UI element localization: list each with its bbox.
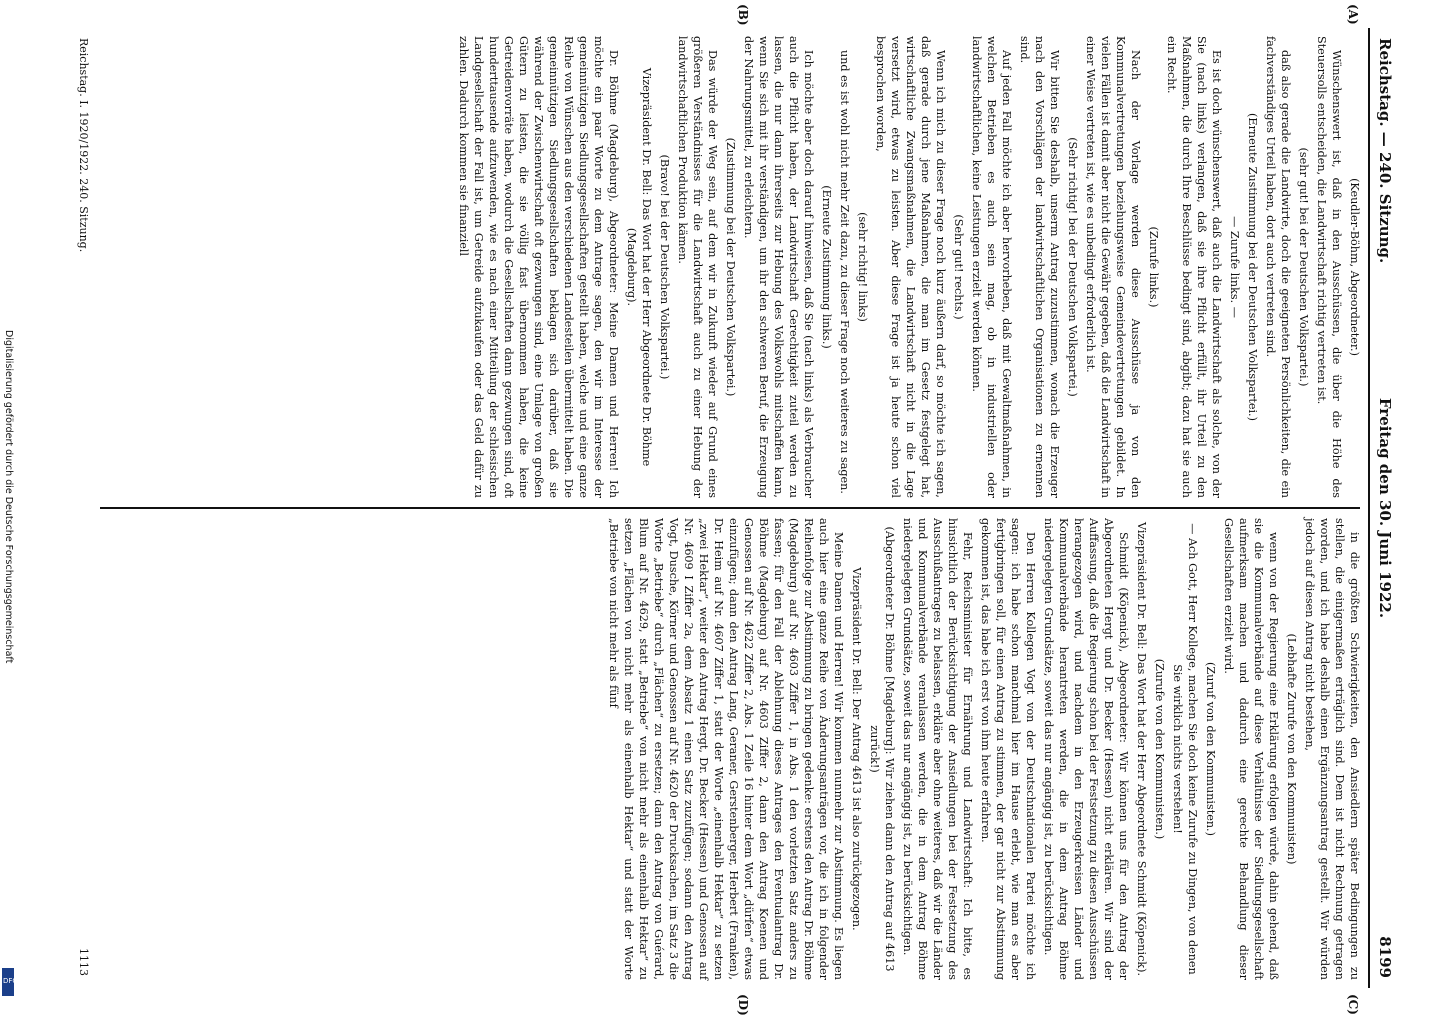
paragraph: Wenn ich mich zu dieser Frage noch kurz äußern darf, so möchte ich sagen, daß gerade durch jene Maßnahmen, die man im Gesetz festgelegt hat, wirtschaftliche Zwangsmaßnahmen, die Landwirtschaft nicht in die Lage versetzt wird, etwas zu leisten. Aber diese Frage ist ja heute schon viel besprochen worden, — [874, 36, 947, 498]
paragraph: Das würde der Weg sein, auf dem wir in Zukunft wieder auf Grund eines größeren Verständnisses für die Landwirtschaft auch zu einer Hebung der landwirtschaftlichen Produktion kämen. — [676, 36, 719, 498]
paragraph: Wünschenswert ist, daß in den Ausschüssen, die über die Höhe des Steuersolls entscheiden, die Landwirtschaft richtig vertreten ist. — [1315, 36, 1343, 498]
left-column — [453, 36, 1362, 498]
right-column — [603, 518, 1362, 980]
paragraph: (Zurufe von den Kommunisten.) — [1153, 658, 1166, 840]
paragraph: (sehr richtig! links) — [856, 212, 869, 322]
paragraph: Vizepräsident Dr. Bell: Das Wort hat der Herr Abgeordnete Schmidt (Köpenick). — [1135, 521, 1148, 977]
page-number: 8199 — [1376, 936, 1394, 978]
paragraph: Fehr, Reichsminister für Ernährung und Landwirtschaft: Ich bitte, es hinsichtlich der Berücksichtigung der Ansiedlungen bei der Festsetzung des Ausschußantrages zu belassen, erkläre aber ohne weiteres, daß wir die Länder und Kommunalverbände veranlassen werden, die in dem Antrag Böhme niedergelegten Grundsätze, soweit das nur angängig ist, zu berücksichtigen. — [901, 518, 974, 980]
paragraph: Es ist doch wünschenswert, daß auch die Landwirtschaft als solche, von der Sie (nach links) verlangen, daß sie ihre Pflicht erfüllt, ihr Urteil zu den Maßnahmen, die durch Ihre Beschlüsse bedingt sind, abgibt; dazu hat sie auch ein Recht. — [1165, 36, 1223, 498]
footer-left: Reichstag. I. 1920/1922. 240. Sitzung. — [77, 38, 90, 253]
paragraph: Schmidt (Köpenick), Abgeordneter: Wir können uns für den Antrag der Abgeordneten Hergt und Dr. Becker (Hessen) nicht erklären. Wir sind der Auffassung, daß die Regierung schon bei der Festsetzung zu diesen Ausschüssen herangezogen wird, und nachdem in den Erzeugerkreisen Länder und Kommunalverbände herantreten werden, die in dem Antrag Böhme niedergelegten Grundsätze, soweit das nur angängig ist, zu berücksichtigen. — [1042, 518, 1130, 980]
paragraph: — Ach Gott, Herr Kollege, machen Sie doch keine Zurufe zu Dingen, von denen Sie wirklich nichts verstehen! — [1171, 523, 1199, 975]
dfg-logo: DFG — [2, 968, 14, 996]
paragraph: Meine Damen und Herren! Wir kommen nunmehr zur Abstimmung. Es liegen auch hier eine ganze Reihe von Änderungsanträgen vor, die ich in folgender Reihenfolge zur Abstimmung zu bringen gedenke: erstens den Antrag Dr. Böhme (Magdeburg) auf Nr. 4603 Ziffer 1, in Abs. 1 den vorletzten Satz anders zu fassen; für den Fall der Ablehnung dieses Antrages den Eventualantrag Dr. Böhme (Magdeburg) auf Nr. 4603 Ziffer 2, dann den Antrag Koenen und Genossen auf Nr. 4622 Ziffer 2, Abs. 1 Zeile 16 hinter dem Wort „dürfen“ etwas einzufügen; dann den Antrag Lang, Geraner, Gerstenberger, Herbert (Franken), Dr. Heim auf Nr. 4607 Ziffer 1, statt der Worte „einenhalb Hektar“ zu setzen „zwei Hektar“, weiter den Antrag Hergt, Dr. Becker (Hessen) und Genossen auf Nr. 4609 I Ziffer 2a, dem Absatz 1 einen Satz zuzufügen; sodann den Antrag Vogt, Dusche, Körner und Genossen auf Nr. 4620 der Drucksachen, im Satz 3 die Worte „Betriebe“ durch „Flächen“ zu ersetzen; dann den Antrag von Guérard, Blum auf Nr. 4629, statt „Betriebe“ von nicht mehr als einenhalb Hektar“ zu setzen „Flächen von nicht mehr als einenhalb Hektar“ und statt der Worte „Betriebe von nicht mehr als fünf — [607, 518, 845, 980]
paragraph: Dr. Böhme (Magdeburg), Abgeordneter: Meine Damen und Herren! Ich möchte ein paar Worte zu dem Antrage sagen, den wir im Interesse der gemeinnützigen Siedlungsgesellschaften gestellt haben, welche und eine ganze Reihe von Wünschen aus den verschiedenen Landesteilen übermittelt haben. Die gemeinnützigen Siedlungsgesellschaften beklagen sich darüber, daß sie während der Zwischenwirtschaft oft gezwungen sind, eine Umlage von großen Gütern zu leisten, die sie völlig fast übernommen haben, die keine Getreidenvorräte haben, wodurch die Gesellschaften dann gezwungen sind, oft hunderttausende aufzuwenden, wie es nach einer Mitteilung der schlesischen Landgesellschaft der Fall ist, um Getreide aufzukaufen oder das Geld dafür zu zahlen. Dadurch kommen sie finanziell — [457, 36, 620, 498]
margin-mark-c: (C) — [1346, 994, 1360, 1015]
header-left: Reichstag. — 240. Sitzung. — [1376, 38, 1394, 264]
paragraph: (Zustimmung bei der Deutschen Volkspartei.) — [724, 137, 737, 397]
paragraph: (sehr gut! bei der Deutschen Volkspartei.) — [1297, 147, 1310, 387]
paragraph: (Zurufe links.) — [1147, 226, 1160, 308]
paragraph: (Erneute Zustimmung links.) — [820, 185, 833, 349]
paragraph: und es ist wohl nicht mehr Zeit dazu, zu dieser Frage noch weiteres zu sagen. — [838, 50, 851, 494]
rotated-page — [70, 4, 1400, 1016]
paragraph: (Abgeordneter Dr. Böhme [Magdeburg]: Wir ziehen dann den Antrag auf 4613 zurück!) — [868, 526, 896, 972]
paragraph: Nach der Vorlage werden diese Ausschüsse ja von den Kommunalvertretungen beziehungsweise Gemeindevertretungen gebildet. In vielen Fällen ist damit aber nicht die Gewähr gegeben, daß die Landwirtschaft in einer Weise vertreten ist, wie es unbedingt erforderlich ist. — [1084, 36, 1142, 498]
column-divider — [100, 507, 1360, 509]
paragraph: (Erneute Zustimmung bei der Deutschen Volkspartei.) — [1246, 113, 1259, 421]
paragraph: daß also gerade die Landwirte, doch die geeigneten Persönlichkeiten, die ein fachverständiges Urteil haben, dort auch vertreten sind. — [1264, 36, 1292, 498]
paragraph: Vizepräsident Dr. Bell: Der Antrag 4613 ist also zurückgezogen. — [850, 567, 863, 931]
side-note: Digitalisierung gefördert durch die Deutsche Forschungsgemeinschaft — [3, 330, 14, 664]
paragraph: (Sehr gut! rechts.) — [952, 214, 965, 320]
paragraph: Den Herren Kollegen Vogt von der Deutschnationalen Partei möchte ich sagen: ich habe schon manchmal hier im Hause erlebt, wie man es aber fertigbringen soll, für einen Antrag zu stimmen, der gar nicht zur Abstimmung gekommen ist, das habe ich erst von ihm heute erfahren. — [979, 518, 1037, 980]
paragraph: in die größten Schwierigkeiten, den Ansiedlern später Bedingungen zu stellen, die einigermaßen erträglich sind. Dem ist nicht Rechnung getragen worden, und ich habe deshalb einen Ergänzungsantrag gestellt. Wir würden jedoch auf diesen Antrag nicht bestehen, — [1303, 518, 1361, 980]
paragraph: Vizepräsident Dr. Bell: Das Wort hat der Herr Abgeordnete Dr. Böhme (Magdeburg). — [625, 67, 653, 467]
paragraph: (Sehr richtig! bei der Deutschen Volkspartei.) — [1066, 137, 1079, 397]
page-header — [1368, 28, 1400, 988]
margin-mark-a: (A) — [1346, 4, 1360, 25]
paragraph: Ich möchte aber doch darauf hinweisen, daß Sie (nach links) als Verbraucher auch die Pflicht haben, der Landwirtschaft Gerechtigkeit zuteil werden zu lassen, die nur dann ihrerseits zur Hebung des Volkswohls mitschaffen kann, wenn Sie sich mit ihr verständigen, um ihr den schweren Beruf, die Erzeugung der Nahrungsmittel, zu erleichtern. — [742, 36, 815, 498]
margin-mark-d: (D) — [736, 994, 750, 1016]
paragraph: wenn von der Regierung eine Erklärung erfolgen würde, dahin gehend, daß sie die Kommunalverbände auf diese Verhältnisse der Siedlungsgesellschaft aufmerksam machen und dadurch eine gerechte Behandlung dieser Gesellschaften erzielt wird. — [1222, 518, 1280, 980]
paragraph: (Bravo! bei der Deutschen Volkspartei.) — [658, 154, 671, 380]
header-center: Freitag den 30. Juni 1922. — [1376, 397, 1394, 619]
paragraph: (Zuruf von den Kommunisten.) — [1204, 662, 1217, 836]
paragraph: (Keudler-Böhm, Abgeordneter.) — [1348, 178, 1361, 356]
footer-page-number: 1113 — [77, 948, 90, 976]
paragraph: (Lebhafte Zurufe von den Kommunisten) — [1285, 633, 1298, 865]
paragraph: — Zurufe links. — — [1228, 216, 1241, 318]
paragraph: Auf jeden Fall möchte ich aber hervorheben, daß mit Gewaltmaßnahmen, in welchen Betrieben es auch sein mag, ob in industriellen oder landwirtschaftlichen, keine Leistungen erzielt werden können. — [970, 36, 1013, 498]
paragraph: Wir bitten Sie deshalb, unserm Antrag zuzustimmen, wonach die Erzeuger nach den Vorschlägen der landwirtschaftlichen Organisationen zu ernennen sind. — [1018, 36, 1061, 498]
margin-mark-b: (B) — [736, 4, 750, 26]
